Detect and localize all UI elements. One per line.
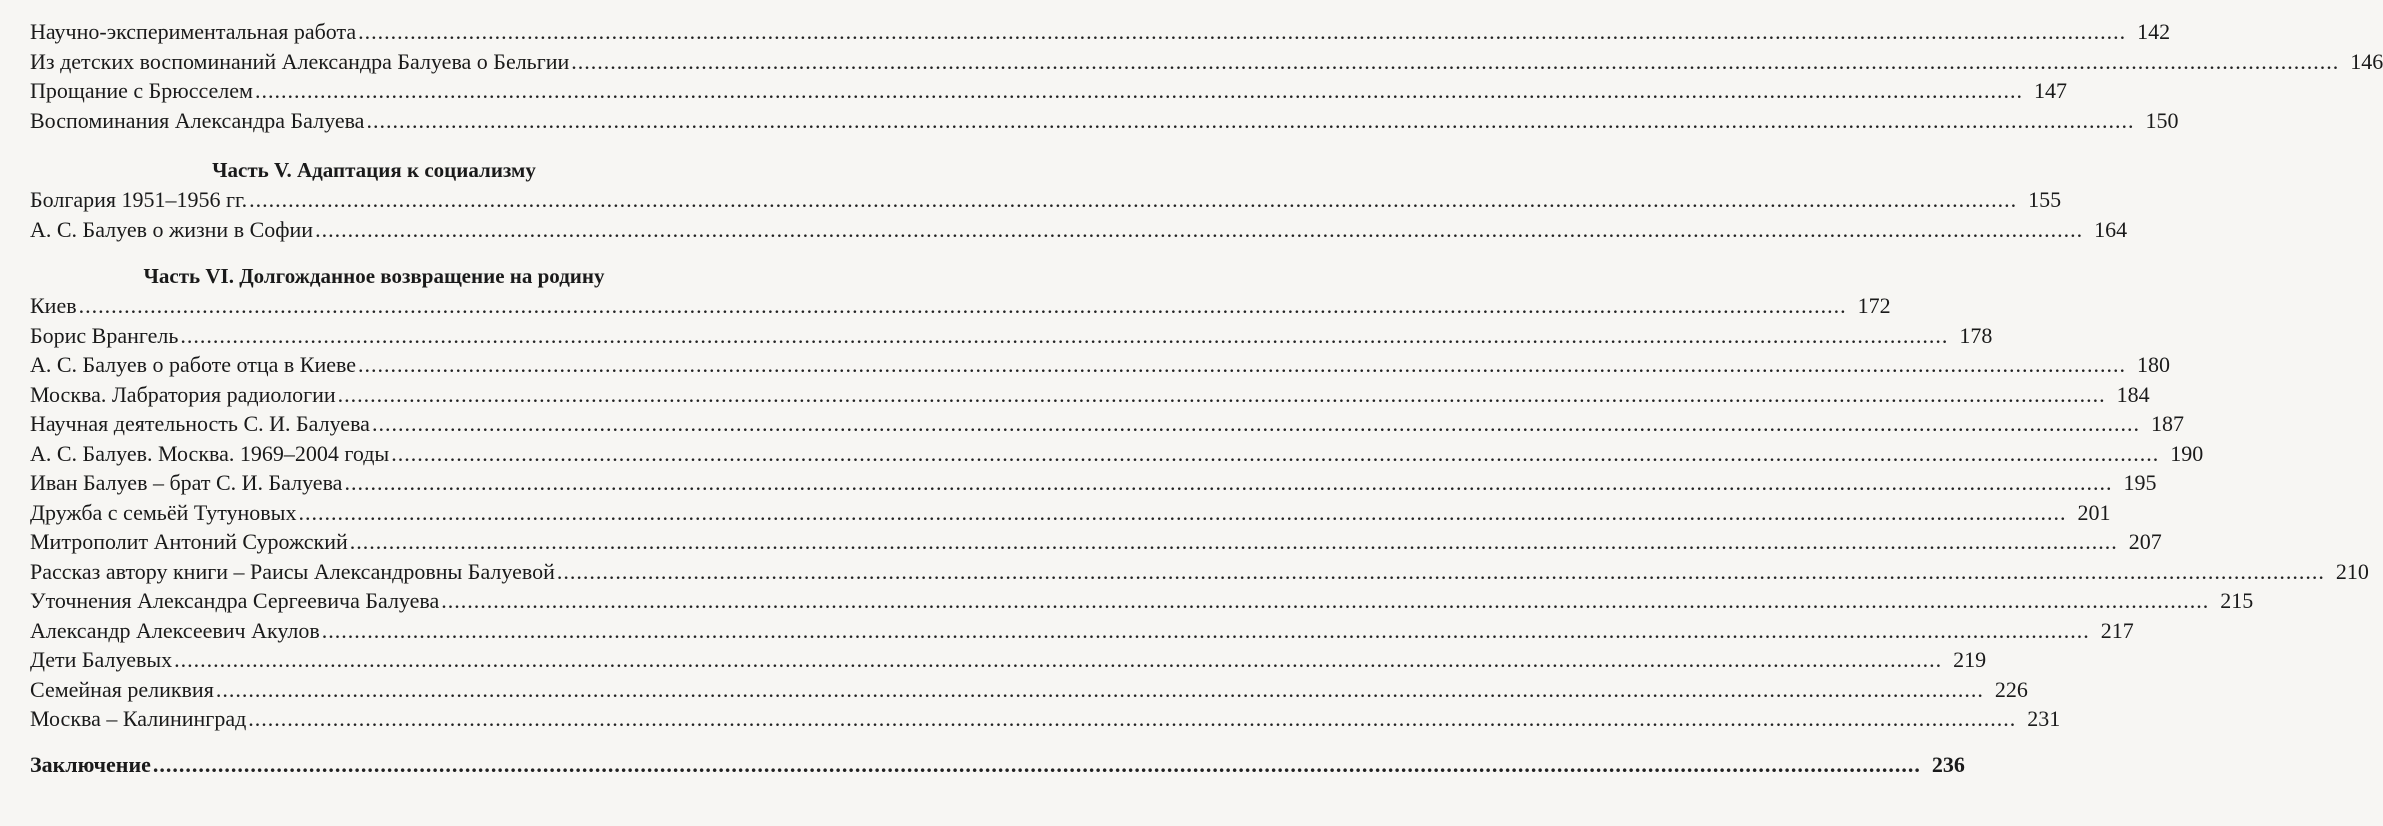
toc-entry-page: 180 [2137,352,2171,377]
toc-entry-page: 236 [1931,751,1965,777]
toc-entry [30,468,2157,498]
toc-entry-conclusion [30,750,1965,780]
toc-entry-page: 219 [1953,647,1987,672]
toc-entry-title: Уточнения Александра Сергеевича Балуева [30,588,440,613]
toc-entry-page: 187 [2150,411,2184,436]
dot-leader [216,675,1984,705]
toc-entry-title: Дети Балуевых [30,647,173,672]
toc-entry [30,380,2150,410]
toc-entry-page: 184 [2116,381,2150,407]
toc-entry-page: 226 [1994,676,2028,702]
toc-entry [30,185,2062,215]
toc-entry [30,47,2383,77]
toc-entry-page: 147 [2033,78,2067,103]
toc-entry [30,17,2171,47]
dot-leader [79,291,1847,321]
dot-leader [358,350,2126,380]
dot-leader [441,586,2209,616]
toc-entry-title: Александр Алексеевич Акулов [30,617,320,643]
toc-entry-page: 195 [2123,470,2157,495]
dot-leader [557,557,2325,587]
toc-entry-page: 178 [1959,322,1993,348]
dot-leader [571,47,2339,77]
toc-entry-title: Дружба с семьёй Тутуновых [30,499,297,525]
dot-leader [322,616,2090,646]
toc-entry-title: Семейная реликвия [30,676,214,702]
toc-entry [30,704,2061,734]
toc-entry-title: Борис Врангель [30,322,179,348]
toc-entry-page: 190 [2170,440,2204,466]
toc-entry-page: 146 [2350,48,2383,74]
toc-entry [30,527,2162,557]
toc-entry [30,106,2179,136]
toc-entry-title: Заключение [30,751,151,777]
dot-leader [174,645,1942,675]
dot-leader [344,468,2112,498]
toc-entry-title: Из детских воспоминаний Александра Балуева о Бельгии [30,48,570,74]
dot-leader [248,704,2016,734]
dot-leader [249,185,2017,215]
toc-entry-page: 231 [2027,706,2061,731]
toc-entry-title: А. С. Балуев о жизни в Софии [30,216,314,242]
toc-entry [30,215,2128,245]
toc-entry [30,586,2254,616]
toc-entry [30,76,2067,106]
toc-entry-title: Воспоминания Александра Балуева [30,107,365,133]
dot-leader [298,498,2066,528]
toc-entry-title: Прощание с Брюсселем [30,78,253,103]
dot-leader [366,106,2134,136]
dot-leader [255,76,2023,106]
toc-entry [30,409,2184,439]
toc-entry-title: А. С. Балуев о работе отца в Киеве [30,352,357,377]
toc-entry [30,321,1993,351]
toc-entry-page: 150 [2145,107,2179,133]
toc-entry [30,350,2171,380]
toc-entry-page: 164 [2094,216,2128,242]
dot-leader [180,321,1948,351]
toc-entry-page: 215 [2220,588,2254,613]
toc-entry [30,498,2111,528]
toc-entry-title: Иван Балуев – брат С. И. Балуева [30,470,343,495]
toc-entry-title: Научная деятельность С. И. Балуева [30,411,370,436]
toc-entry-title: Москва – Калининград [30,706,247,731]
dot-leader [338,380,2106,410]
toc-entry-title: Научно-экспериментальная работа [30,19,357,44]
toc-entry [30,616,2134,646]
table-of-contents [30,17,2383,779]
toc-entry-page: 210 [2335,558,2369,584]
dot-leader [372,409,2140,439]
toc-entry-title: Рассказ автору книги – Раисы Александровны Балуевой [30,558,555,584]
dot-leader [315,215,2083,245]
toc-entry-title: Москва. Лабратория радиологии [30,381,336,407]
toc-entry [30,557,2369,587]
toc-entry-page: 207 [2128,529,2162,554]
toc-entry [30,439,2204,469]
toc-entry-title: Митрополит Антоний Сурожский [30,529,348,554]
part-heading: Часть V. Адаптация к социализму [212,158,536,182]
dot-leader [350,527,2118,557]
dot-leader [358,17,2126,47]
part-heading: Часть VI. Долгожданное возвращение на родину [143,264,605,288]
toc-entry-page: 172 [1857,293,1891,318]
toc-entry [30,675,2028,705]
toc-entry-title: А. С. Балуев. Москва. 1969–2004 годы [30,440,390,466]
toc-entry-title: Болгария 1951–1956 гг. [30,187,248,212]
toc-entry [30,645,1987,675]
dot-leader [391,439,2159,469]
toc-entry-page: 142 [2137,19,2171,44]
toc-entry-title: Киев [30,293,77,318]
toc-entry-page: 217 [2100,617,2134,643]
dot-leader [153,750,1921,780]
toc-entry-page: 155 [2028,187,2062,212]
toc-entry [30,291,1891,321]
toc-entry-page: 201 [2077,499,2111,525]
